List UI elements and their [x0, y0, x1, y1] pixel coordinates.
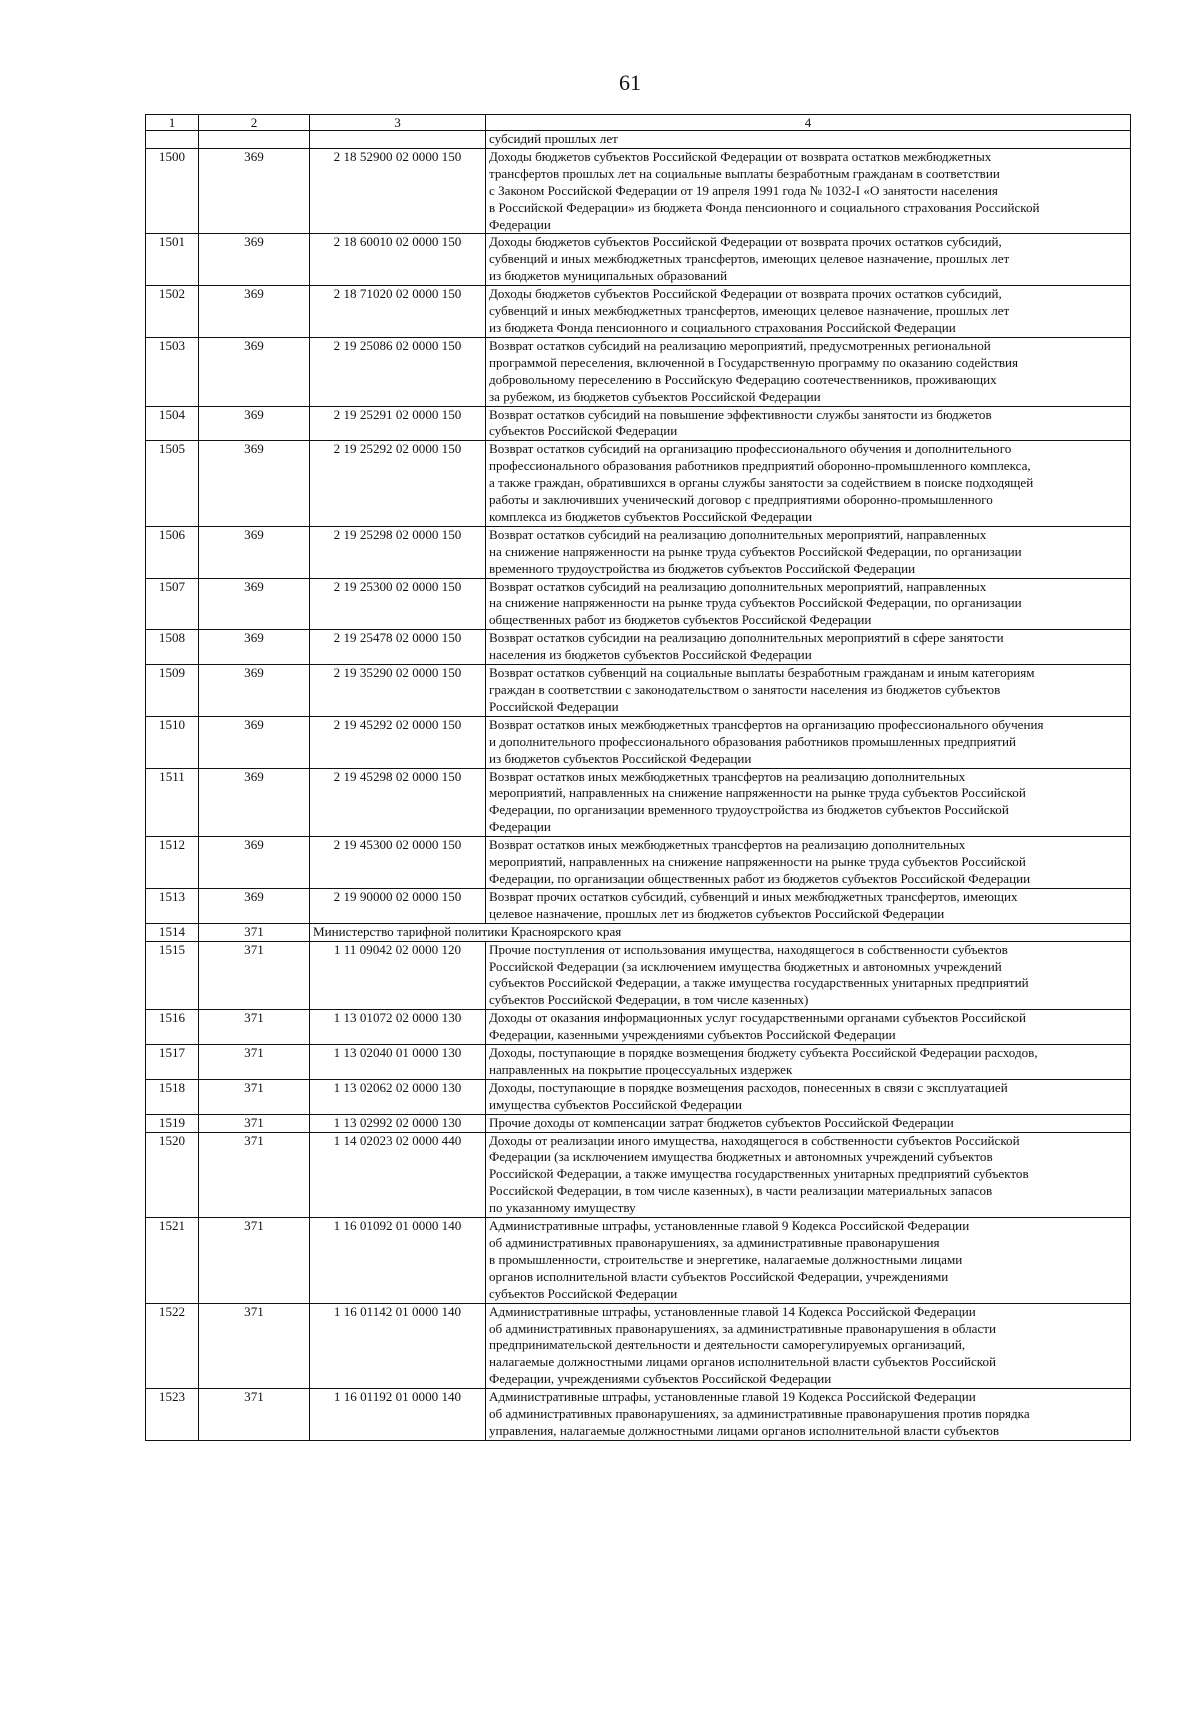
row-number: 1507: [146, 578, 199, 630]
table-row: [146, 1079, 1131, 1114]
table-row: [146, 716, 1131, 768]
row-number: 1520: [146, 1132, 199, 1218]
row-number: 1500: [146, 148, 199, 234]
budget-classification-code: 2 18 52900 02 0000 150: [310, 148, 486, 234]
income-description: Возврат остатков субсидий на повышение эффективности службы занятости из бюджетов субъектов Российской Федерации: [486, 406, 1131, 441]
row-number: 1514: [146, 923, 199, 941]
row-number: 1511: [146, 768, 199, 837]
row-number: 1518: [146, 1079, 199, 1114]
table-row: [146, 1218, 1131, 1304]
continuation-row: [146, 131, 1131, 149]
budget-classification-code: 2 19 25086 02 0000 150: [310, 337, 486, 406]
row-number: 1516: [146, 1010, 199, 1045]
budget-codes-table: [145, 114, 1131, 1441]
table-row: [146, 286, 1131, 338]
budget-classification-code: 1 16 01192 01 0000 140: [310, 1389, 486, 1441]
row-number: 1506: [146, 526, 199, 578]
row-number: 1521: [146, 1218, 199, 1304]
table-body: [146, 131, 1131, 1441]
row-number: 1513: [146, 888, 199, 923]
income-description: Прочие доходы от компенсации затрат бюджетов субъектов Российской Федерации: [486, 1114, 1131, 1132]
table-row: [146, 1010, 1131, 1045]
budget-classification-code: 2 18 71020 02 0000 150: [310, 286, 486, 338]
chapter-code: 369: [199, 441, 310, 527]
row-number: 1504: [146, 406, 199, 441]
income-description: Доходы бюджетов субъектов Российской Федерации от возврата остатков межбюджетных трансфертов прошлых лет на социальные выплаты безработным гражданам в соответствии с Законом Российской Федерации от 19 апреля 1991 года № 1032-I «О занятости населения в Российской Федерации» из бюджета Фонда пенсионного и социального страхования Российской Федерации: [486, 148, 1131, 234]
income-description: Доходы бюджетов субъектов Российской Федерации от возврата прочих остатков субсидий, субвенций и иных межбюджетных трансфертов, имеющих целевое назначение, прошлых лет из бюджетов муниципальных образований: [486, 234, 1131, 286]
table-row: [146, 578, 1131, 630]
agency-name: Министерство тарифной политики Красноярского края: [310, 923, 1131, 941]
column-header: 2: [199, 115, 310, 131]
budget-classification-code: 1 13 02992 02 0000 130: [310, 1114, 486, 1132]
budget-classification-code: 1 16 01092 01 0000 140: [310, 1218, 486, 1304]
row-number: 1510: [146, 716, 199, 768]
row-number: 1509: [146, 665, 199, 717]
chapter-code: 371: [199, 1079, 310, 1114]
income-description: Доходы бюджетов субъектов Российской Федерации от возврата прочих остатков субсидий, субвенций и иных межбюджетных трансфертов, имеющих целевое назначение, прошлых лет из бюджета Фонда пенсионного и социального страхования Российской Федерации: [486, 286, 1131, 338]
table-row: [146, 630, 1131, 665]
budget-classification-code: 2 19 25298 02 0000 150: [310, 526, 486, 578]
income-description: Возврат остатков субсидий на реализацию дополнительных мероприятий, направленных на снижение напряженности на рынке труда субъектов Российской Федерации, по организации временного трудоустройства из бюджетов субъектов Российской Федерации: [486, 526, 1131, 578]
column-header: 1: [146, 115, 199, 131]
chapter-code: 371: [199, 923, 310, 941]
chapter-code: 371: [199, 1114, 310, 1132]
budget-classification-code: 2 19 45292 02 0000 150: [310, 716, 486, 768]
row-number: 1517: [146, 1045, 199, 1080]
income-description: Доходы, поступающие в порядке возмещения бюджету субъекта Российской Федерации расходов, направленных на покрытие процессуальных издержек: [486, 1045, 1131, 1080]
column-header: 4: [486, 115, 1131, 131]
chapter-code: 371: [199, 1132, 310, 1218]
table-row: [146, 441, 1131, 527]
budget-classification-code: 1 14 02023 02 0000 440: [310, 1132, 486, 1218]
income-description: Доходы от оказания информационных услуг государственными органами субъектов Российской Федерации, казенными учреждениями субъектов Российской Федерации: [486, 1010, 1131, 1045]
budget-classification-code: 2 19 25478 02 0000 150: [310, 630, 486, 665]
table-row: [146, 1132, 1131, 1218]
table-row: [146, 1114, 1131, 1132]
income-description: Доходы, поступающие в порядке возмещения расходов, понесенных в связи с эксплуатацией имущества субъектов Российской Федерации: [486, 1079, 1131, 1114]
income-description: Административные штрафы, установленные главой 19 Кодекса Российской Федерации об административных правонарушениях, за административные правонарушения против порядка управления, налагаемые должностными лицами органов исполнительной власти субъектов: [486, 1389, 1131, 1441]
budget-classification-code: 2 19 25292 02 0000 150: [310, 441, 486, 527]
budget-classification-code: 1 16 01142 01 0000 140: [310, 1303, 486, 1389]
budget-classification-code: 2 19 90000 02 0000 150: [310, 888, 486, 923]
page-number: 61: [619, 70, 641, 95]
row-number: 1515: [146, 941, 199, 1010]
chapter-code: 369: [199, 837, 310, 889]
row-number: 1503: [146, 337, 199, 406]
income-description: Возврат остатков иных межбюджетных трансфертов на организацию профессионального обучения и дополнительного профессионального образования работников промышленных предприятий из бюджетов субъектов Российской Федерации: [486, 716, 1131, 768]
income-description: Административные штрафы, установленные главой 14 Кодекса Российской Федерации об административных правонарушениях, за административные правонарушения в области предпринимательской деятельности и деятельности саморегулируемых организаций, налагаемые должностными лицами органов исполнительной власти субъектов Российской Федерации, учреждениями субъектов Российской Федерации: [486, 1303, 1131, 1389]
table-row: [146, 148, 1131, 234]
row-number: 1522: [146, 1303, 199, 1389]
chapter-code: 371: [199, 1303, 310, 1389]
row-number: 1502: [146, 286, 199, 338]
table-row: [146, 1389, 1131, 1441]
column-number-row: [146, 115, 1131, 131]
table-row: [146, 768, 1131, 837]
column-header: 3: [310, 115, 486, 131]
chapter-code: 369: [199, 526, 310, 578]
table-row: [146, 941, 1131, 1010]
table-row: [146, 1303, 1131, 1389]
row-number: 1519: [146, 1114, 199, 1132]
income-description: Возврат остатков субсидий на организацию профессионального обучения и дополнительного профессионального образования работников предприятий оборонно-промышленного комплекса, а также граждан, обратившихся в органы службы занятости за содействием в поиске подходящей работы и заключивших ученический договор с предприятиями оборонно-промышленного комплекса из бюджетов субъектов Российской Федерации: [486, 441, 1131, 527]
table-row: [146, 234, 1131, 286]
row-number: 1523: [146, 1389, 199, 1441]
income-description: Возврат остатков иных межбюджетных трансфертов на реализацию дополнительных мероприятий, направленных на снижение напряженности на рынке труда субъектов Российской Федерации, по организации общественных работ из бюджетов субъектов Российской Федерации: [486, 837, 1131, 889]
chapter-code: 371: [199, 941, 310, 1010]
row-number: 1505: [146, 441, 199, 527]
income-description: Возврат остатков субвенций на социальные выплаты безработным гражданам и иным категориям граждан в соответствии с законодательством о занятости населения из бюджетов субъектов Российской Федерации: [486, 665, 1131, 717]
table-row: [146, 837, 1131, 889]
budget-classification-code: 1 13 01072 02 0000 130: [310, 1010, 486, 1045]
chapter-code: 371: [199, 1218, 310, 1304]
table-row: [146, 1045, 1131, 1080]
budget-classification-code: 2 19 35290 02 0000 150: [310, 665, 486, 717]
budget-classification-code: 1 13 02040 01 0000 130: [310, 1045, 486, 1080]
chapter-code: 371: [199, 1010, 310, 1045]
income-description: Доходы от реализации иного имущества, находящегося в собственности субъектов Российской Федерации (за исключением имущества бюджетных и автономных учреждений субъектов Российской Федерации, а также имущества государственных унитарных предприятий субъектов Российской Федерации, в том числе казенных), в части реализации материальных запасов по указанному имуществу: [486, 1132, 1131, 1218]
row-number: 1508: [146, 630, 199, 665]
continuation-text: субсидий прошлых лет: [486, 131, 1131, 149]
budget-classification-code: 1 11 09042 02 0000 120: [310, 941, 486, 1010]
chapter-code: 369: [199, 148, 310, 234]
table-row: [146, 665, 1131, 717]
chapter-code: 371: [199, 1045, 310, 1080]
income-description: Возврат остатков иных межбюджетных трансфертов на реализацию дополнительных мероприятий, направленных на снижение напряженности на рынке труда субъектов Российской Федерации, по организации временного трудоустройства из бюджетов субъектов Российской Федерации: [486, 768, 1131, 837]
income-description: Возврат прочих остатков субсидий, субвенций и иных межбюджетных трансфертов, имеющих целевое назначение, прошлых лет из бюджетов субъектов Российской Федерации: [486, 888, 1131, 923]
chapter-code: 369: [199, 578, 310, 630]
chapter-code: 369: [199, 234, 310, 286]
income-description: Возврат остатков субсидии на реализацию дополнительных мероприятий в сфере занятости населения из бюджетов субъектов Российской Федерации: [486, 630, 1131, 665]
chapter-code: 369: [199, 768, 310, 837]
chapter-code: 371: [199, 1389, 310, 1441]
income-description: Возврат остатков субсидий на реализацию мероприятий, предусмотренных региональной программой переселения, включенной в Государственную программу по оказанию содействия добровольному переселению в Российскую Федерацию соотечественников, проживающих за рубежом, из бюджетов субъектов Российской Федерации: [486, 337, 1131, 406]
chapter-code: 369: [199, 337, 310, 406]
budget-classification-code: 1 13 02062 02 0000 130: [310, 1079, 486, 1114]
table-row: [146, 337, 1131, 406]
chapter-code: 369: [199, 888, 310, 923]
budget-classification-code: 2 19 25300 02 0000 150: [310, 578, 486, 630]
chapter-code: 369: [199, 630, 310, 665]
income-description: Возврат остатков субсидий на реализацию дополнительных мероприятий, направленных на снижение напряженности на рынке труда субъектов Российской Федерации, по организации общественных работ из бюджетов субъектов Российской Федерации: [486, 578, 1131, 630]
income-description: Административные штрафы, установленные главой 9 Кодекса Российской Федерации об административных правонарушениях, за административные правонарушения в промышленности, строительстве и энергетике, налагаемые должностными лицами органов исполнительной власти субъектов Российской Федерации, учреждениями субъектов Российской Федерации: [486, 1218, 1131, 1304]
chapter-code: 369: [199, 406, 310, 441]
chapter-code: 369: [199, 665, 310, 717]
table-row: [146, 406, 1131, 441]
budget-classification-code: 2 19 45298 02 0000 150: [310, 768, 486, 837]
table-row: [146, 923, 1131, 941]
table-header: [146, 115, 1131, 131]
budget-classification-code: 2 19 45300 02 0000 150: [310, 837, 486, 889]
chapter-code: 369: [199, 286, 310, 338]
income-description: Прочие поступления от использования имущества, находящегося в собственности субъектов Российской Федерации (за исключением имущества бюджетных и автономных учреждений субъектов Российской Федерации, а также имущества государственных унитарных предприятий субъектов Российской Федерации, в том числе казенных): [486, 941, 1131, 1010]
chapter-code: 369: [199, 716, 310, 768]
budget-classification-code: 2 19 25291 02 0000 150: [310, 406, 486, 441]
row-number: 1501: [146, 234, 199, 286]
budget-classification-code: 2 18 60010 02 0000 150: [310, 234, 486, 286]
row-number: 1512: [146, 837, 199, 889]
table-row: [146, 888, 1131, 923]
table-row: [146, 526, 1131, 578]
